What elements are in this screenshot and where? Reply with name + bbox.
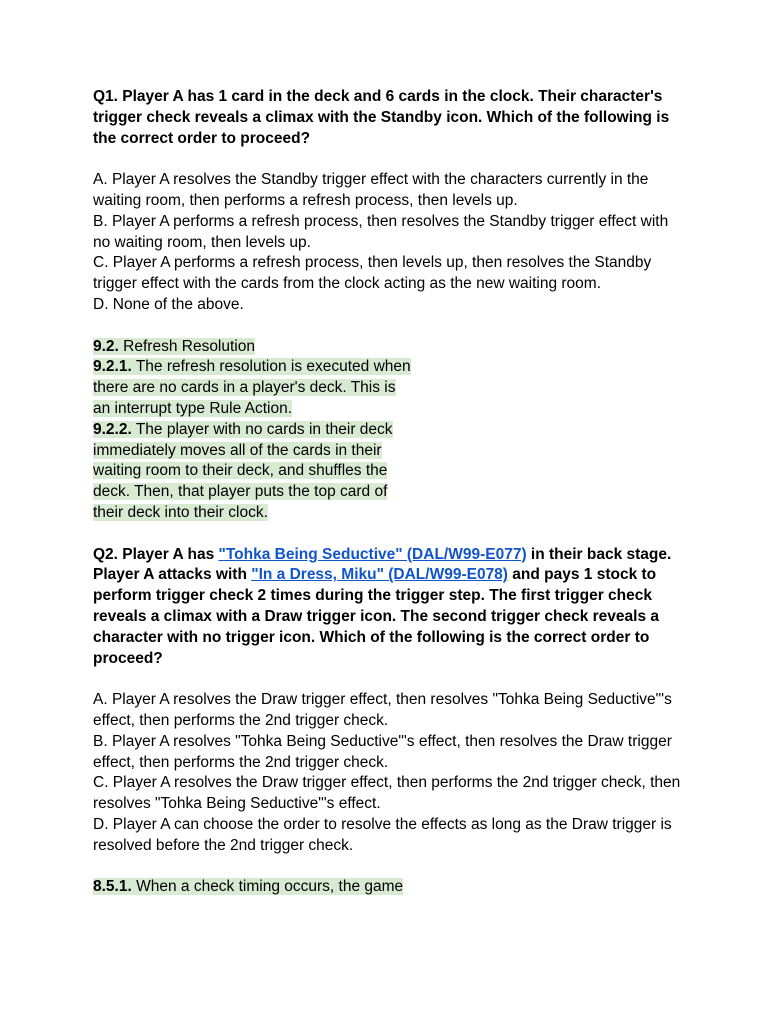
- rule-9-2-heading: [93, 337, 255, 358]
- rule-9-2-2-line: deck. Then, that player puts the top card of: [93, 483, 388, 501]
- rule-9-2-1-line: an interrupt type Rule Action.: [93, 399, 293, 417]
- q1-option-c: C. Player A performs a refresh process, then levels up, then resolves the Standby trigger effect with the cards from the clock acting as the new waiting room.: [93, 254, 652, 293]
- rule-9-2-number: 9.2.: [93, 337, 119, 355]
- q2-option-d: D. Player A can choose the order to resolve the effects as long as the Draw trigger is resolved before the 2nd trigger check.: [93, 815, 672, 854]
- rule-8-5-1: [93, 877, 403, 898]
- rule-9-2-1-number: 9.2.1.: [93, 358, 132, 376]
- q1-option-a: A. Player A resolves the Standby trigger effect with the characters currently in the waiting room, then performs a refresh process, then levels up.: [93, 171, 649, 209]
- rule-8-5-1-number: 8.5.1.: [93, 878, 132, 896]
- q2-option-b: B. Player A resolves "Tohka Being Seductive"'s effect, then resolves the Draw trigger effect, then performs the 2nd trigger check.: [93, 732, 672, 771]
- card-link-tohka[interactable]: "Tohka Being Seductive" (DAL/W99-E077): [218, 545, 527, 563]
- q1-option-d: D. None of the above.: [93, 295, 244, 313]
- rule-9-2-1-line: The refresh resolution is executed when: [135, 358, 411, 376]
- rule-9-2-2-line: immediately moves all of the cards in their: [93, 441, 382, 459]
- rule-9-2-2-line: their deck into their clock.: [93, 503, 268, 521]
- rule-9-2-2-line: The player with no cards in their deck: [135, 420, 393, 438]
- q2-option-c: C. Player A resolves the Draw trigger effect, then performs the 2nd trigger check, then resolves "Tohka Being Seductive"'s effect.: [93, 774, 681, 813]
- rule-9-2-1-line: there are no cards in a player's deck. This is: [93, 379, 396, 397]
- q1-question: Q1. Player A has 1 card in the deck and 6 cards in the clock. Their character's trigger check reveals a climax with the Standby icon. Which of the following is the correct order to proceed?: [93, 88, 670, 147]
- document-body: [93, 87, 683, 898]
- q1-option-b: B. Player A performs a refresh process, then resolves the Standby trigger effect with no waiting room, then levels up.: [93, 212, 669, 251]
- q2-option-a: A. Player A resolves the Draw trigger effect, then resolves "Tohka Being Seductive"'s effect, then performs the 2nd trigger check.: [93, 691, 672, 729]
- rule-9-2-block: [93, 337, 683, 524]
- rule-9-2-2-number: 9.2.2.: [93, 420, 132, 438]
- card-link-miku[interactable]: "In a Dress, Miku" (DAL/W99-E078): [251, 566, 508, 584]
- rule-9-2-2-line: waiting room to their deck, and shuffles the: [93, 462, 388, 480]
- q2-question: Q2. Player A has "Tohka Being Seductive" (DAL/W99-E077) in their back stage. Player A attacks with "In a Dress, Miku" (DAL/W99-E078) and pays 1 stock to perform trigger check 2 times during the trigger step. The first trigger check reveals a climax with a Draw trigger icon. The second trigger check reveals a character with no trigger icon. Which of the following is the correct order to proceed?: [93, 545, 672, 667]
- rule-9-2-title: Refresh Resolution: [123, 337, 255, 355]
- rule-8-5-1-text: When a check timing occurs, the game: [136, 878, 404, 896]
